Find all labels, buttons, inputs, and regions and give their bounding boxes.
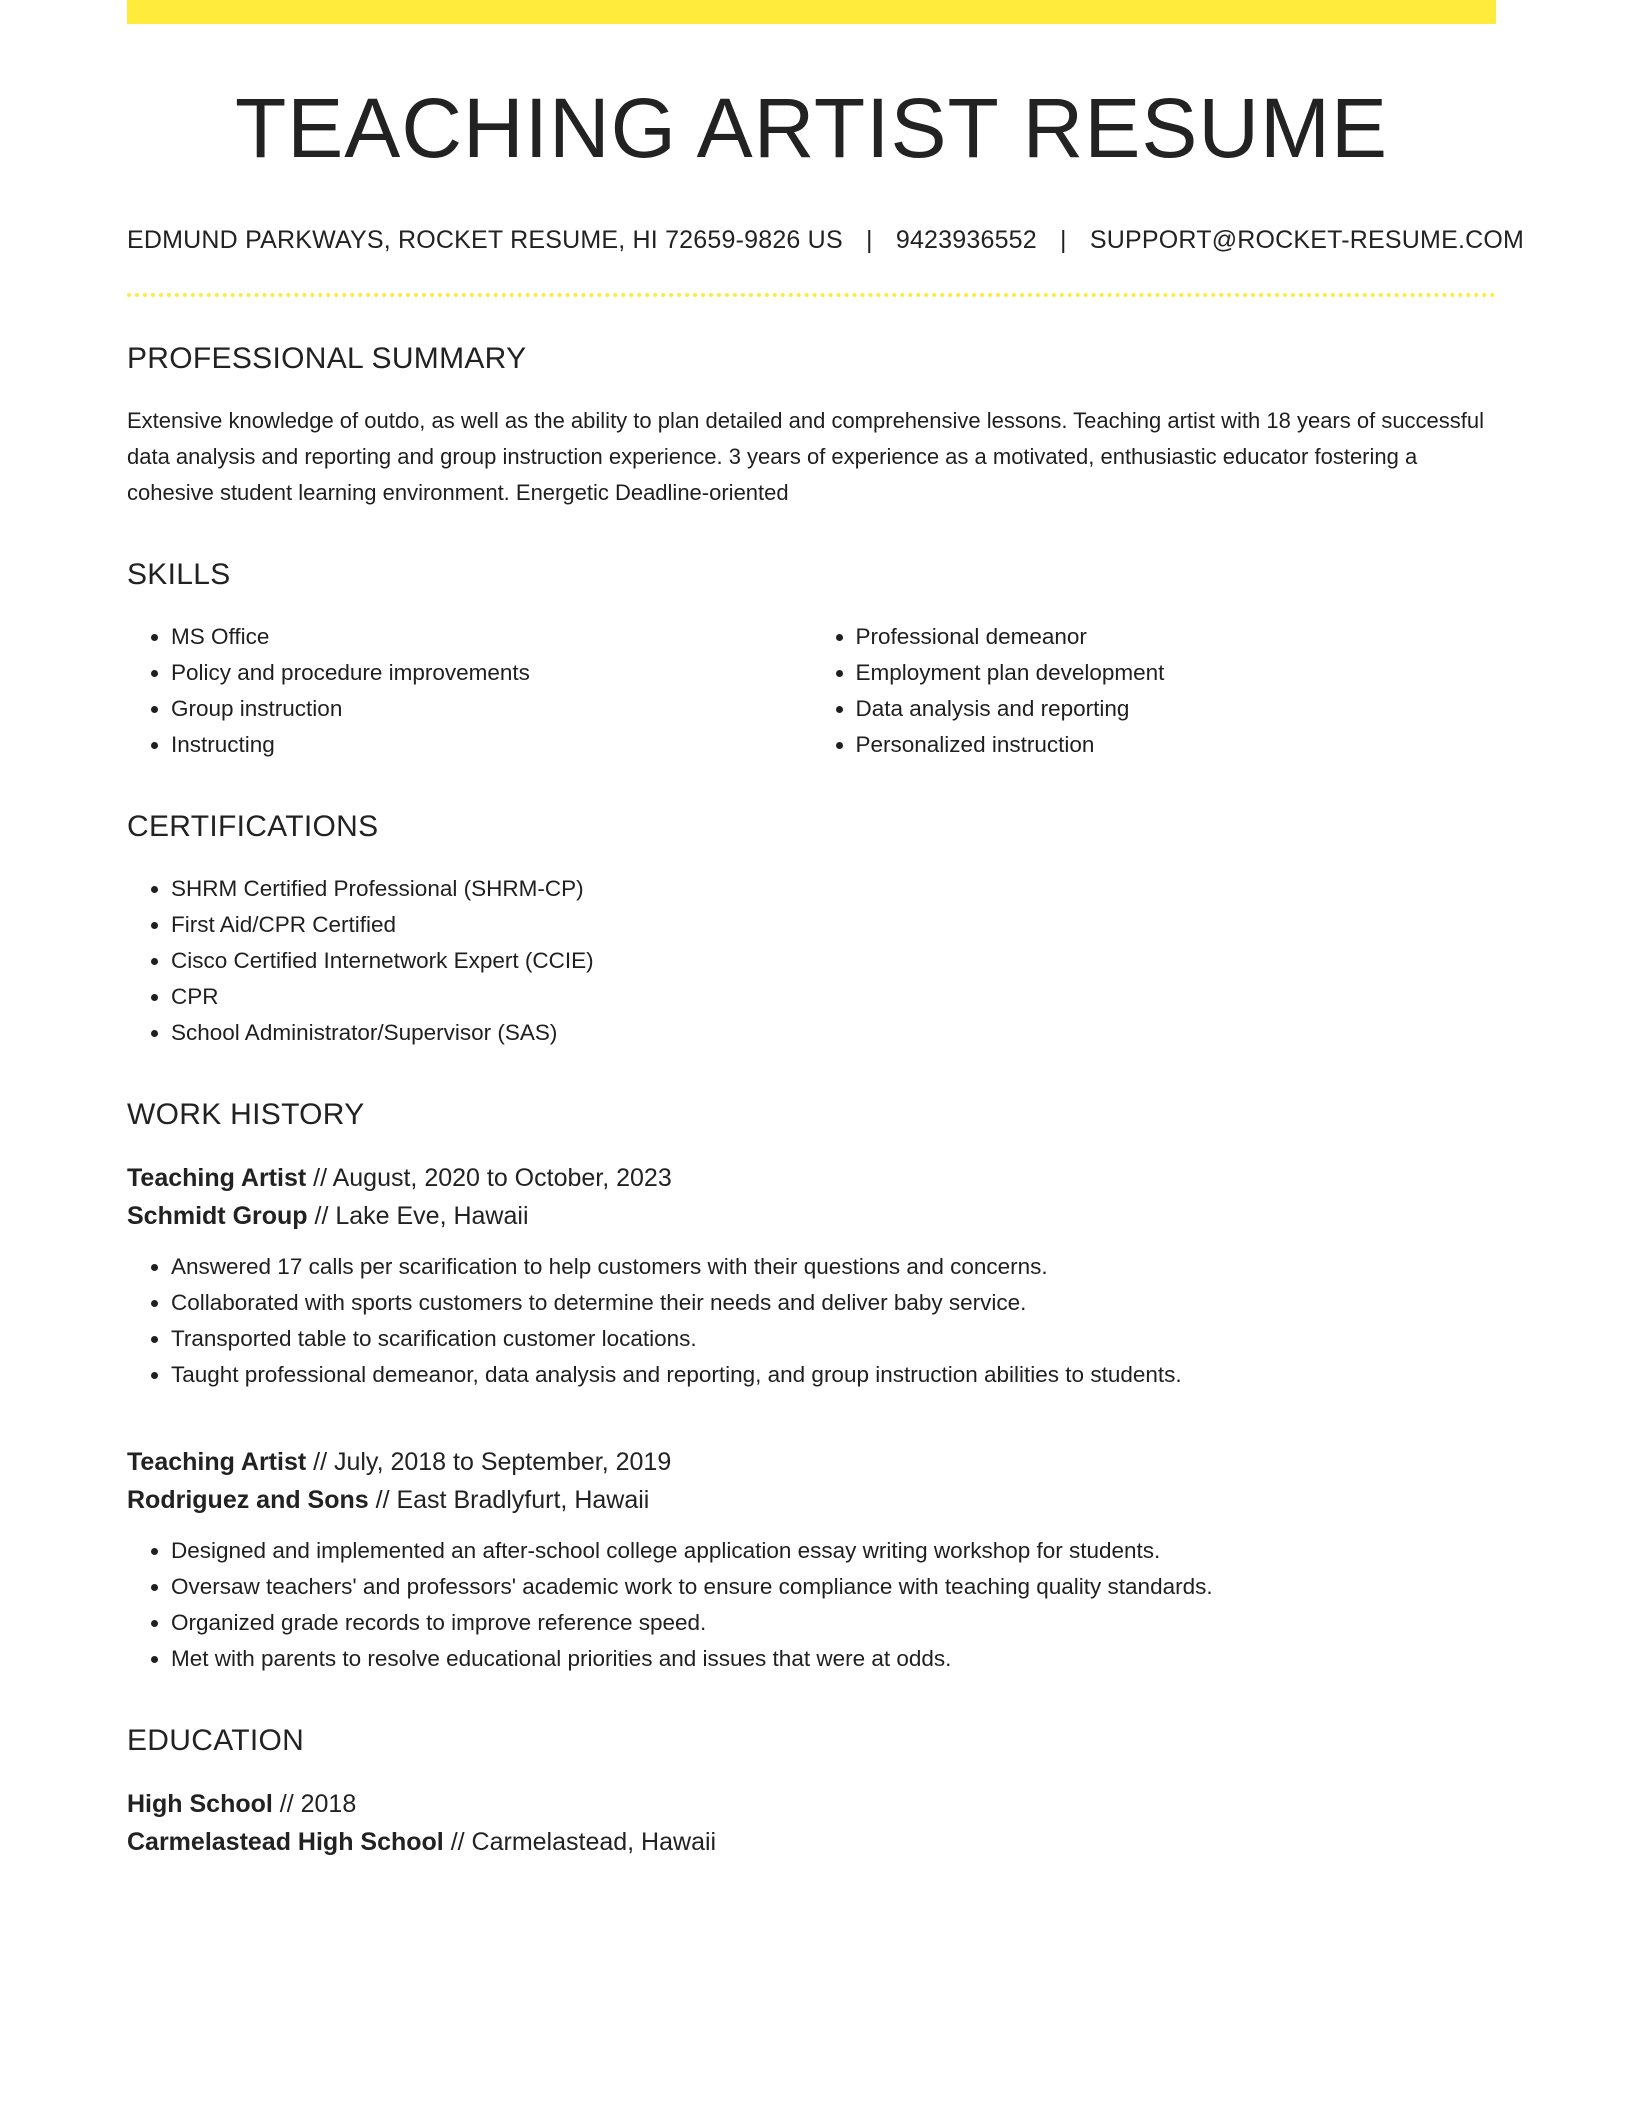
- resume-page: [127, 0, 1525, 1861]
- skill-item: • Personalized instruction: [856, 727, 1497, 763]
- contact-email: SUPPORT@ROCKET-RESUME.COM: [1089, 226, 1525, 255]
- education-degree-line: [127, 1785, 1496, 1823]
- job-bullets: [127, 1533, 1496, 1677]
- education-heading: EDUCATION: [127, 1724, 305, 1758]
- job-company-line: [127, 1481, 1496, 1519]
- job-bullet: • Organized grade records to improve reference speed.: [171, 1605, 1496, 1641]
- skills-list-right: [812, 619, 1497, 763]
- job-bullet: • Met with parents to resolve educational priorities and issues that were at odds.: [171, 1641, 1496, 1677]
- accent-top-bar: [127, 0, 1496, 24]
- skills-grid: [127, 619, 1496, 763]
- education-entry: [127, 1785, 1496, 1861]
- job-bullet: • Collaborated with sports customers to determine their needs and deliver baby service.: [171, 1285, 1496, 1321]
- job-bullet: • Transported table to scarification customer locations.: [171, 1321, 1496, 1357]
- job-location: // Lake Eve, Hawaii: [307, 1202, 529, 1231]
- education-year: // 2018: [272, 1790, 357, 1819]
- job-dates: // August, 2020 to October, 2023: [306, 1164, 672, 1193]
- skill-item: • Group instruction: [171, 691, 812, 727]
- job-entry: [127, 1443, 1496, 1677]
- skills-list-left: [127, 619, 812, 763]
- education-school-line: [127, 1823, 1496, 1861]
- job-location: // East Bradlyfurt, Hawaii: [368, 1486, 650, 1515]
- education-school: Carmelastead High School: [127, 1828, 444, 1857]
- education-degree: High School: [127, 1790, 273, 1819]
- skill-item: • Instructing: [171, 727, 812, 763]
- certification-item: • First Aid/CPR Certified: [171, 907, 1496, 943]
- job-dates: // July, 2018 to September, 2019: [306, 1448, 672, 1477]
- certification-item: • CPR: [171, 979, 1496, 1015]
- job-title: Teaching Artist: [127, 1448, 307, 1477]
- contact-address: EDMUND PARKWAYS, ROCKET RESUME, HI 72659-9826 US: [127, 226, 843, 255]
- certifications-heading: CERTIFICATIONS: [127, 810, 379, 844]
- job-title-line: [127, 1443, 1496, 1481]
- certification-item: • Cisco Certified Internetwork Expert (CCIE): [171, 943, 1496, 979]
- skill-item: • MS Office: [171, 619, 812, 655]
- job-bullet: • Answered 17 calls per scarification to help customers with their questions and concerns.: [171, 1249, 1496, 1285]
- job-company-line: [127, 1197, 1496, 1235]
- certification-item: • School Administrator/Supervisor (SAS): [171, 1015, 1496, 1051]
- contact-separator: |: [1060, 226, 1067, 255]
- skills-heading: SKILLS: [127, 558, 231, 592]
- education-location: // Carmelastead, Hawaii: [443, 1828, 717, 1857]
- job-company: Rodriguez and Sons: [127, 1486, 369, 1515]
- contact-phone: 9423936552: [895, 226, 1037, 255]
- certification-item: • SHRM Certified Professional (SHRM-CP): [171, 871, 1496, 907]
- resume-title: TEACHING ARTIST RESUME: [234, 81, 1389, 175]
- skill-item: • Policy and procedure improvements: [171, 655, 812, 691]
- job-bullet: • Designed and implemented an after-school college application essay writing workshop for students.: [171, 1533, 1496, 1569]
- summary-text: Extensive knowledge of outdo, as well as the ability to plan detailed and comprehensive lessons. Teaching artist with 18 years of successful data analysis and reporting and group instruction experience. 3 years of experience as a motivated, enthusiastic educator fostering a cohesive student learning environment. Energetic Deadline-oriented: [127, 408, 1485, 506]
- summary-heading: PROFESSIONAL SUMMARY: [127, 342, 527, 376]
- skill-item: • Employment plan development: [856, 655, 1497, 691]
- skill-item: • Data analysis and reporting: [856, 691, 1497, 727]
- job-entry: [127, 1159, 1496, 1393]
- contact-separator: |: [865, 226, 873, 255]
- skill-item: • Professional demeanor: [856, 619, 1497, 655]
- job-title: Teaching Artist: [127, 1164, 307, 1193]
- job-title-line: [127, 1159, 1496, 1197]
- work-history-heading: WORK HISTORY: [127, 1098, 365, 1132]
- job-company: Schmidt Group: [127, 1202, 308, 1231]
- contact-line: [127, 226, 1525, 255]
- certifications-list: [127, 871, 1496, 1051]
- job-bullet: • Taught professional demeanor, data analysis and reporting, and group instruction abilities to students.: [171, 1357, 1496, 1393]
- job-bullets: [127, 1249, 1496, 1393]
- job-bullet: • Oversaw teachers' and professors' academic work to ensure compliance with teaching quality standards.: [171, 1569, 1496, 1605]
- dotted-divider: [127, 293, 1496, 297]
